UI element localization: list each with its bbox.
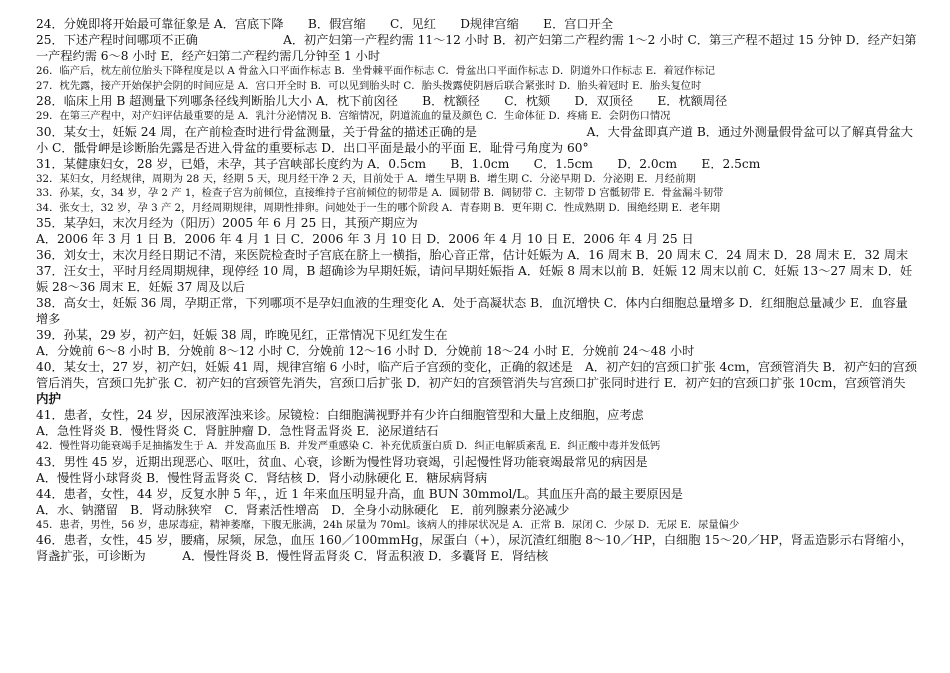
question-46: 46．患者，女性，45 岁，腰痛，尿频，尿急，血压 160／100mmHg，尿蛋白（+），尿沉渣红细胞 8～10／HP，白细胞 15～20／HP，肾盂造影示右肾缩小，肾盏扩张，可诊断为 A．慢性肾炎 B．慢性肾盂肾炎 C．肾盂积液 D．多囊肾 E．肾结核	[36, 533, 913, 563]
question-41: 41．患者，女性，24 岁，因尿液浑浊来诊。尿镜检：白细胞满视野并有少许白细胞管型和大量上皮细胞，应考虑	[36, 408, 644, 422]
question-45: 45．患者，男性，56 岁，患尿毒症，精神萎靡，下腹无胀满，24h 尿量为 70ml。该病人的排尿状况是 A．正常 B．尿闭 C．少尿 D．无尿 E．尿量偏少	[36, 518, 740, 531]
question-32: 32．某妇女，月经规律，周期为 28 天，经期 5 天，现月经干净 2 天，目前处于 A．增生早期 B．增生期 C．分泌早期 D．分泌期 E．月经前期	[36, 172, 696, 185]
question-25: 25．下述产程时间哪项不正确 A．初产妇第一产程约需 11～12 小时 B．初产妇第二产程约需 1～2 小时 C．第三产程不超过 15 分钟 D．经产妇第一产程约需 6～8 小时 E．经产妇第二产程约需几分钟至 1 小时	[36, 33, 917, 63]
section-title: 内护	[36, 391, 62, 406]
question-44: 44．患者，女性，44 岁，反复水肿 5 年，，近 1 年来血压明显升高，血 BUN 30mmol/L。其血压升高的最主要原因是	[36, 486, 683, 501]
question-42: 42．慢性肾功能衰竭手足抽搐发生于 A．并发高血压 B．并发严重感染 C．补充优质蛋白质 D．纠正电解质紊乱 E．纠正酸中毒并发低钙	[36, 440, 661, 452]
question-29: 29．在第三产程中，对产妇评估最重要的是 A．乳汁分泌情况 B．宫缩情况，阴道流血的量及颜色 C．生命体征 D．疼痛 E．会阴伤口情况	[36, 110, 671, 122]
question-43-options: A．慢性肾小球肾炎 B．慢性肾盂肾炎 C．肾结核 D．肾小动脉硬化 E．糖尿病肾病	[36, 470, 488, 485]
question-37: 37．汪女士，平时月经周期规律，现停经 10 周，B 超确诊为早期妊娠，请问早期妊娠指 A．妊娠 8 周末以前 B．妊娠 12 周末以前 C．妊娠 13～27 周末 D．妊娠 28～36 周末 E．妊娠 37 周及以后	[36, 264, 913, 294]
question-36: 36．刘女士，末次月经日期记不清，来医院检查时子宫底在脐上一横指，胎心音正常，估计妊娠为 A．16 周末 B．20 周末 C．24 周末 D．28 周末 E．32 周末	[36, 248, 909, 262]
document-page	[36, 16, 918, 564]
question-44-options: A．水、钠潴留 B．肾动脉狭窄 C．肾素活性增高 D．全身小动脉硬化 E．前列腺素分泌减少	[36, 502, 570, 517]
question-39-options: A．分娩前 6～8 小时 B．分娩前 8～12 小时 C．分娩前 12～16 小时 D．分娩前 18～24 小时 E．分娩前 24～48 小时	[36, 344, 695, 358]
question-39: 39．孙某，29 岁，初产妇，妊娠 38 周，昨晚见红，正常情况下见红发生在	[36, 328, 448, 342]
question-27: 27．枕先露，接产开始保护会阴的时间应是 A．宫口开全时 B．可以见到胎头时 C．胎头拨露使阴唇后联合紧张时 D．胎头着冠时 E．胎头复位时	[36, 79, 702, 92]
question-40: 40．某女士，27 岁，初产妇，妊娠 41 周，规律宫缩 6 小时，临产后子宫颈的变化，正确的叙述是 A．初产妇的宫颈口扩张 4cm，宫颈管消失 B．初产妇的宫颈管后消失，宫颈口先扩张 C．初产妇的宫颈管先消失，宫颈口后扩张 D．初产妇的宫颈管消失与宫颈口扩张同时进行 E．初产妇的宫颈口扩张 10cm，宫颈管消失	[36, 360, 917, 390]
question-38: 38．高女士，妊娠 36 周，孕期正常，下列哪项不是孕妇血液的生理变化 A．处于高凝状态 B．血沉增快 C．体内白细胞总量增多 D．红细胞总量减少 E．血容量增多	[36, 296, 908, 326]
question-41-options: A．急性肾炎 B．慢性肾炎 C．肾脏肿瘤 D．急性肾盂肾炎 E．泌尿道结石	[36, 424, 439, 438]
question-24: 24．分娩即将开始最可靠征象是 A．宫底下降 B．假宫缩 C．见红 D规律宫缩 E．宫口开全	[36, 17, 614, 31]
question-28: 28．临床上用 B 超测量下列哪条径线判断胎儿大小 A．枕下前囟径 B．枕额径 C．枕颏 D．双顶径 E．枕额周径	[36, 94, 728, 108]
question-35: 35．某孕妇，末次月经为（阳历）2005 年 6 月 25 日，其预产期应为	[36, 216, 418, 230]
question-34: 34．张女士，32 岁，孕 3 产 2，月经周期规律，周期性排卵。问她处于一生的哪个阶段 A．青春期 B．更年期 C．性成熟期 D．围绝经期 E．老年期	[36, 201, 721, 214]
question-33: 33．孙某，女，34 岁，孕 2 产 1，检查子宫为前倾位，直接维持子宫前倾位的韧带是 A．圆韧带 B．阔韧带 C．主韧带 D 宫骶韧带 E．骨盆漏斗韧带	[36, 187, 724, 199]
question-31: 31．某健康妇女，28 岁，已婚，未孕，其子宫峡部长度约为 A．0.5cm B．1.0cm C．1.5cm D．2.0cm E．2.5cm	[36, 156, 761, 171]
question-35-options: A．2006 年 3 月 1 日 B．2006 年 4 月 1 日 C．2006 年 3 月 10 日 D．2006 年 4 月 10 日 E．2006 年 4 月 25 日	[36, 232, 694, 246]
question-30: 30．某女士，妊娠 24 周，在产前检查时进行骨盆测量，关于骨盆的描述正确的是 A．大骨盆即真产道 B．通过外测量假骨盆可以了解真骨盆大小 C．骶骨岬是诊断胎先露是否进入骨盆的重要标志 D．出口平面是最小的平面 E．耻骨弓角度为 60°	[36, 124, 913, 155]
question-26: 26．临产后，枕左前位胎头下降程度是以 A 骨盆入口平面作标志 B．坐骨棘平面作标志 C．骨盆出口平面作标志 D．阴道外口作标志 E．着冠作标记	[36, 65, 715, 77]
question-43: 43．男性 45 岁，近期出现恶心、呕吐，贫血、心衰，诊断为慢性肾功衰竭，引起慢性肾功能衰竭最常见的病因是	[36, 454, 648, 469]
